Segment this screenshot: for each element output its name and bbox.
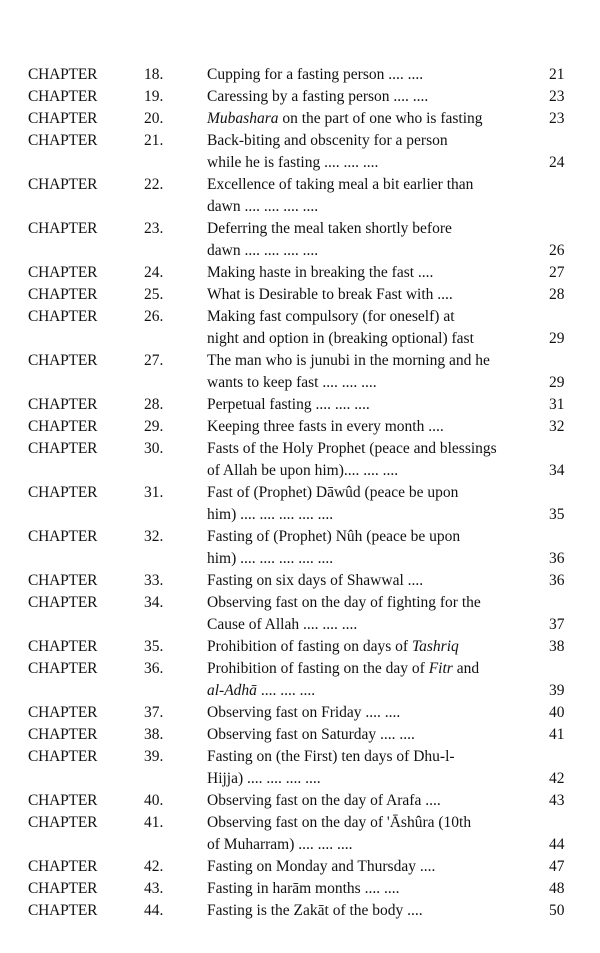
toc-row: [0, 130, 600, 174]
chapter-label: CHAPTER: [28, 704, 98, 721]
page-number: 44: [549, 836, 565, 853]
page-number: 23: [549, 110, 565, 127]
chapter-label: CHAPTER: [28, 308, 98, 325]
chapter-label: CHAPTER: [28, 594, 98, 611]
chapter-label: CHAPTER: [28, 858, 98, 875]
toc-row: [0, 86, 600, 108]
chapter-title-line: of Muharram) .... .... ....: [207, 836, 353, 853]
chapter-label: CHAPTER: [28, 110, 98, 127]
toc-row: [0, 438, 600, 482]
chapter-title: [207, 284, 547, 306]
chapter-label: CHAPTER: [28, 880, 98, 897]
chapter-number: 26.: [144, 308, 164, 325]
chapter-label: CHAPTER: [28, 484, 98, 501]
chapter-title-line: Observing fast on Friday .... ....: [207, 704, 401, 721]
toc-row: [0, 878, 600, 900]
page-number: 40: [549, 704, 565, 721]
page-number: 38: [549, 638, 565, 655]
chapter-number: 41.: [144, 814, 164, 831]
chapter-label: CHAPTER: [28, 792, 98, 809]
chapter-label: CHAPTER: [28, 264, 98, 281]
chapter-title-line: Fasting on six days of Shawwal ....: [207, 572, 424, 589]
chapter-title-line: Prohibition of fasting on days of Tashriq: [207, 638, 459, 655]
toc-row: [0, 416, 600, 438]
chapter-title: [207, 812, 547, 856]
chapter-title: [207, 702, 547, 724]
chapter-title-line: Making fast compulsory (for oneself) at: [207, 308, 455, 325]
chapter-title-line: Deferring the meal taken shortly before: [207, 220, 452, 237]
toc-row: [0, 570, 600, 592]
chapter-title-line: Observing fast on the day of fighting for the: [207, 594, 481, 611]
toc-row: [0, 394, 600, 416]
chapter-title-line: Perpetual fasting .... .... ....: [207, 396, 370, 413]
chapter-title: [207, 86, 547, 108]
toc-row: [0, 812, 600, 856]
page-number: 29: [549, 374, 565, 391]
chapter-title: [207, 218, 547, 262]
chapter-title-line: Excellence of taking meal a bit earlier than: [207, 176, 474, 193]
toc-row: [0, 856, 600, 878]
chapter-title: [207, 416, 547, 438]
chapter-title: [207, 306, 547, 350]
chapter-title-line: while he is fasting .... .... ....: [207, 154, 379, 171]
chapter-title: [207, 64, 547, 86]
chapter-number: 42.: [144, 858, 164, 875]
chapter-number: 43.: [144, 880, 164, 897]
page-number: 26: [549, 242, 565, 259]
chapter-label: CHAPTER: [28, 814, 98, 831]
chapter-label: CHAPTER: [28, 220, 98, 237]
chapter-number: 33.: [144, 572, 164, 589]
chapter-title-line: Hijja) .... .... .... ....: [207, 770, 321, 787]
chapter-title: [207, 746, 547, 790]
page-number: 39: [549, 682, 565, 699]
toc-row: [0, 636, 600, 658]
toc-row: [0, 284, 600, 306]
chapter-label: CHAPTER: [28, 66, 98, 83]
chapter-label: CHAPTER: [28, 286, 98, 303]
chapter-title-line: Making haste in breaking the fast ....: [207, 264, 434, 281]
chapter-label: CHAPTER: [28, 902, 98, 919]
chapter-label: CHAPTER: [28, 528, 98, 545]
chapter-title: [207, 570, 547, 592]
page-number: 27: [549, 264, 565, 281]
toc-row: [0, 900, 600, 922]
chapter-number: 38.: [144, 726, 164, 743]
toc-row: [0, 64, 600, 86]
chapter-number: 31.: [144, 484, 164, 501]
chapter-title-line: wants to keep fast .... .... ....: [207, 374, 377, 391]
page-number: 50: [549, 902, 565, 919]
italic-term: Tashriq: [411, 638, 459, 655]
chapter-number: 25.: [144, 286, 164, 303]
chapter-title: [207, 394, 547, 416]
chapter-label: CHAPTER: [28, 352, 98, 369]
chapter-number: 44.: [144, 902, 164, 919]
toc-row: [0, 746, 600, 790]
page-number: 37: [549, 616, 565, 633]
chapter-number: 39.: [144, 748, 164, 765]
chapter-title: [207, 592, 547, 636]
page-number: 36: [549, 572, 565, 589]
chapter-number: 30.: [144, 440, 164, 457]
chapter-number: 20.: [144, 110, 164, 127]
chapter-title-line: What is Desirable to break Fast with ....: [207, 286, 453, 303]
page-number: 36: [549, 550, 565, 567]
chapter-number: 37.: [144, 704, 164, 721]
chapter-title-line: Fasting on Monday and Thursday ....: [207, 858, 436, 875]
toc-row: [0, 790, 600, 812]
chapter-title-line: him) .... .... .... .... ....: [207, 550, 334, 567]
chapter-title: [207, 856, 547, 878]
chapter-title: [207, 482, 547, 526]
chapter-label: CHAPTER: [28, 572, 98, 589]
toc-row: [0, 658, 600, 702]
chapter-number: 36.: [144, 660, 164, 677]
page-number: 41: [549, 726, 565, 743]
chapter-title: [207, 174, 547, 218]
chapter-title-line: Fasts of the Holy Prophet (peace and blessings: [207, 440, 497, 457]
chapter-number: 22.: [144, 176, 164, 193]
chapter-title-line: Keeping three fasts in every month ....: [207, 418, 444, 435]
italic-term: Mubashara: [207, 110, 279, 127]
toc-row: [0, 174, 600, 218]
page-number: 24: [549, 154, 565, 171]
toc-row: [0, 108, 600, 130]
chapter-title-line: Back-biting and obscenity for a person: [207, 132, 448, 149]
chapter-title-line: Prohibition of fasting on the day of Fitr and: [207, 660, 480, 677]
chapter-number: 27.: [144, 352, 164, 369]
chapter-title-line: Fasting in harām months .... ....: [207, 880, 400, 897]
chapter-number: 32.: [144, 528, 164, 545]
chapter-title: [207, 724, 547, 746]
chapter-title-line: al-Adhā .... .... ....: [207, 682, 316, 699]
chapter-label: CHAPTER: [28, 88, 98, 105]
chapter-label: CHAPTER: [28, 418, 98, 435]
page-number: 42: [549, 770, 565, 787]
chapter-title-line: Observing fast on the day of Arafa ....: [207, 792, 441, 809]
chapter-title-line: Mubashara on the part of one who is fasting: [207, 110, 483, 127]
chapter-number: 29.: [144, 418, 164, 435]
chapter-number: 18.: [144, 66, 164, 83]
chapter-number: 34.: [144, 594, 164, 611]
chapter-title-line: night and option in (breaking optional) fast: [207, 330, 474, 347]
page-number: 28: [549, 286, 565, 303]
chapter-title-line: Caressing by a fasting person .... ....: [207, 88, 429, 105]
page-number: 21: [549, 66, 565, 83]
chapter-title-line: Cupping for a fasting person .... ....: [207, 66, 424, 83]
page-number: 43: [549, 792, 565, 809]
chapter-title-line: Cause of Allah .... .... ....: [207, 616, 358, 633]
chapter-title-line: of Allah be upon him).... .... ....: [207, 462, 399, 479]
chapter-label: CHAPTER: [28, 638, 98, 655]
chapter-label: CHAPTER: [28, 396, 98, 413]
chapter-title-line: Fasting is the Zakāt of the body ....: [207, 902, 423, 919]
chapter-number: 35.: [144, 638, 164, 655]
toc-row: [0, 350, 600, 394]
toc-row: [0, 218, 600, 262]
chapter-number: 24.: [144, 264, 164, 281]
chapter-title: [207, 438, 547, 482]
chapter-title: [207, 130, 547, 174]
chapter-number: 28.: [144, 396, 164, 413]
chapter-label: CHAPTER: [28, 660, 98, 677]
chapter-title-line: dawn .... .... .... ....: [207, 242, 319, 259]
chapter-label: CHAPTER: [28, 176, 98, 193]
toc-row: [0, 592, 600, 636]
toc-row: [0, 526, 600, 570]
chapter-title-line: The man who is junubi in the morning and he: [207, 352, 490, 369]
toc-row: [0, 724, 600, 746]
chapter-title-line: Fasting of (Prophet) Nûh (peace be upon: [207, 528, 461, 545]
chapter-title: [207, 790, 547, 812]
table-of-contents: [0, 64, 600, 922]
chapter-title-line: dawn .... .... .... ....: [207, 198, 319, 215]
chapter-label: CHAPTER: [28, 440, 98, 457]
chapter-title: [207, 350, 547, 394]
chapter-title: [207, 658, 547, 702]
chapter-number: 19.: [144, 88, 164, 105]
page-number: 34: [549, 462, 565, 479]
page-number: 48: [549, 880, 565, 897]
toc-row: [0, 306, 600, 350]
chapter-label: CHAPTER: [28, 726, 98, 743]
chapter-title-line: Observing fast on Saturday .... ....: [207, 726, 415, 743]
page-number: 47: [549, 858, 565, 875]
chapter-label: CHAPTER: [28, 748, 98, 765]
chapter-label: CHAPTER: [28, 132, 98, 149]
chapter-number: 21.: [144, 132, 164, 149]
chapter-title: [207, 108, 547, 130]
page-number: 35: [549, 506, 565, 523]
chapter-number: 23.: [144, 220, 164, 237]
chapter-title-line: Observing fast on the day of 'Āshûra (10th: [207, 814, 472, 831]
page-number: 32: [549, 418, 565, 435]
toc-row: [0, 482, 600, 526]
toc-row: [0, 262, 600, 284]
chapter-title: [207, 262, 547, 284]
chapter-title: [207, 900, 547, 922]
chapter-title-line: him) .... .... .... .... ....: [207, 506, 334, 523]
chapter-number: 40.: [144, 792, 164, 809]
chapter-title: [207, 526, 547, 570]
page-number: 23: [549, 88, 565, 105]
chapter-title-line: Fasting on (the First) ten days of Dhu-l-: [207, 748, 455, 765]
chapter-title-line: Fast of (Prophet) Dāwûd (peace be upon: [207, 484, 459, 501]
italic-term: Fitr: [428, 660, 453, 677]
chapter-title: [207, 636, 547, 658]
toc-row: [0, 702, 600, 724]
page-number: 29: [549, 330, 565, 347]
page-number: 31: [549, 396, 565, 413]
chapter-title: [207, 878, 547, 900]
italic-term: al-Adhā: [207, 682, 257, 699]
